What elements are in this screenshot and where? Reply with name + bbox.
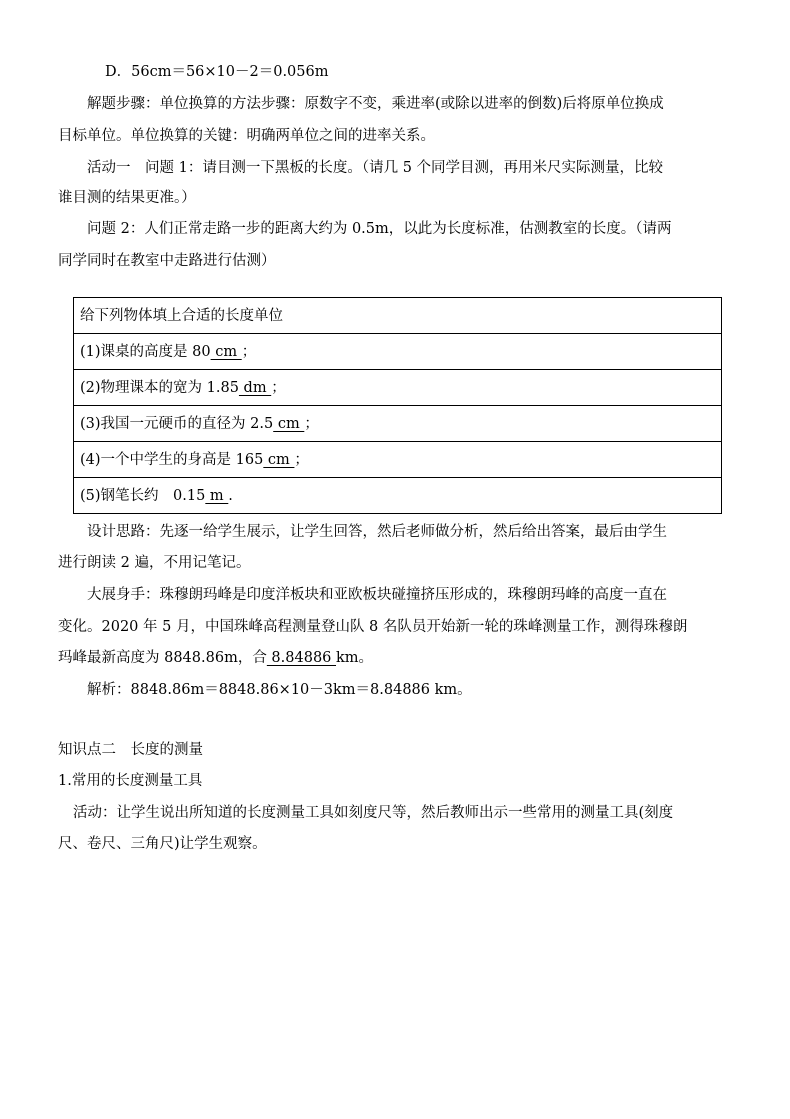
table-cell <box>74 334 722 370</box>
question-punctuation: ； <box>271 379 286 396</box>
activity-one-line-1: 活动一 问题 1：请目测一下黑板的长度。（请几 5 个同学目测，再用米尺实际测量，比较 <box>87 160 664 176</box>
design-idea-line-2: 进行朗读 2 遍，不用记笔记。 <box>58 555 251 571</box>
table-cell <box>74 442 722 478</box>
analysis-line: 解析：8848.86m＝8848.86×10－3km＝8.84886 km。 <box>87 682 472 698</box>
challenge-line-3 <box>58 648 373 668</box>
question-text: (3)我国一元硬币的直径为 2.5 <box>80 415 274 432</box>
answer-blank: m <box>205 487 229 504</box>
question-punctuation: ； <box>294 451 309 468</box>
question-punctuation: . <box>228 487 233 504</box>
table-row <box>74 406 722 442</box>
section-title: 知识点二 长度的测量 <box>58 742 203 758</box>
question-punctuation: ； <box>304 415 319 432</box>
table-row <box>74 478 722 514</box>
answer-blank: cm <box>210 343 242 360</box>
question-text: (5)钢笔长约 0.15 <box>80 487 206 504</box>
answer-blank: cm <box>263 451 295 468</box>
solution-steps-line-2: 目标单位。单位换算的关键：明确两单位之间的进率关系。 <box>58 128 435 144</box>
fill-in-units-table <box>73 297 722 514</box>
challenge-line-1: 大展身手：珠穆朗玛峰是印度洋板块和亚欧板块碰撞挤压形成的，珠穆朗玛峰的高度一直在 <box>87 587 667 603</box>
challenge-line-2: 变化。2020 年 5 月，中国珠峰高程测量登山队 8 名队员开始新一轮的珠峰测量工作，测得珠穆朗 <box>58 619 688 635</box>
table-header-cell: 给下列物体填上合适的长度单位 <box>74 298 722 334</box>
table-cell <box>74 478 722 514</box>
question-two-line-1: 问题 2：人们正常走路一步的距离大约为 0.5m，以此为长度标准，估测教室的长度。（请两 <box>87 221 672 237</box>
answer-blank: 8.84886 <box>266 650 337 666</box>
design-idea-line-1: 设计思路：先逐一给学生展示，让学生回答，然后老师做分析，然后给出答案，最后由学生 <box>87 524 667 540</box>
activity-line-1: 活动：让学生说出所知道的长度测量工具如刻度尺等，然后教师出示一些常用的测量工具(刻度 <box>73 805 674 821</box>
activity-one-line-2: 谁目测的结果更准。） <box>58 190 196 206</box>
table-row <box>74 442 722 478</box>
question-text: (1)课桌的高度是 80 <box>80 343 211 360</box>
challenge-unit: km。 <box>336 650 374 666</box>
question-text: (2)物理课本的宽为 1.85 <box>80 379 239 396</box>
answer-blank: dm <box>238 379 272 396</box>
table-cell <box>74 406 722 442</box>
table-header-row <box>74 298 722 334</box>
subsection-title: 1.常用的长度测量工具 <box>58 773 203 789</box>
table-cell <box>74 370 722 406</box>
table-row <box>74 370 722 406</box>
question-two-line-2: 同学同时在教室中走路进行估测） <box>58 253 276 269</box>
challenge-text: 玛峰最新高度为 8848.86m，合 <box>58 650 267 666</box>
table-row <box>74 334 722 370</box>
activity-line-2: 尺、卷尺、三角尺)让学生观察。 <box>58 836 267 852</box>
option-d-line: D．56cm＝56×10－2＝0.056m <box>105 64 329 80</box>
answer-blank: cm <box>273 415 305 432</box>
solution-steps-line-1: 解题步骤：单位换算的方法步骤：原数字不变，乘进率(或除以进率的倒数)后将原单位换成 <box>87 96 664 112</box>
question-text: (4)一个中学生的身高是 165 <box>80 451 264 468</box>
question-punctuation: ； <box>241 343 257 360</box>
